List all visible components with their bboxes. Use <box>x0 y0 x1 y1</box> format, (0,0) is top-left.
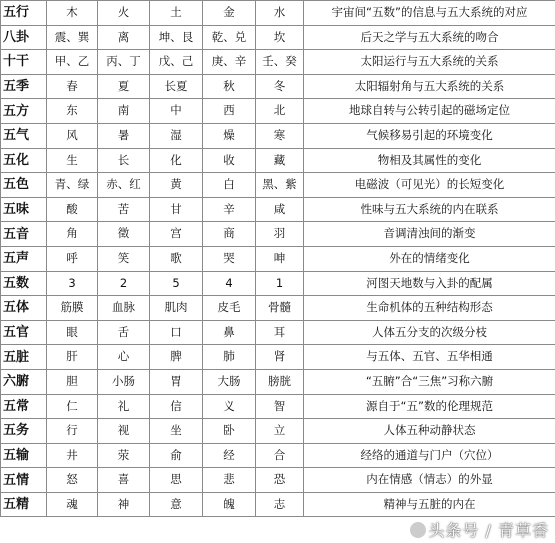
element-cell: 甲、乙 <box>47 50 98 75</box>
element-cell: 中 <box>150 99 203 124</box>
row-description: 电磁波（可见光）的长短变化 <box>304 173 555 198</box>
row-category: 五味 <box>1 197 47 222</box>
row-category: 八卦 <box>1 25 47 50</box>
element-cell: 木 <box>47 1 98 26</box>
element-cell: 皮毛 <box>203 296 256 321</box>
element-cell: 智 <box>256 394 304 419</box>
row-description: 人体五分支的次级分枝 <box>304 320 555 345</box>
element-cell: 魂 <box>47 492 98 517</box>
table-row <box>1 222 555 247</box>
row-description: 源自于“五”数的伦理规范 <box>304 394 555 419</box>
element-cell: 壬、癸 <box>256 50 304 75</box>
element-cell: 西 <box>203 99 256 124</box>
element-cell: 呼 <box>47 246 98 271</box>
element-cell: 小肠 <box>98 369 150 394</box>
element-cell: 礼 <box>98 394 150 419</box>
element-cell: 水 <box>256 1 304 26</box>
watermark-logo-icon <box>410 522 426 538</box>
element-cell: 胆 <box>47 369 98 394</box>
element-cell: 视 <box>98 419 150 444</box>
element-cell: 乾、兑 <box>203 25 256 50</box>
element-cell: 商 <box>203 222 256 247</box>
element-cell: 行 <box>47 419 98 444</box>
row-description: 河图天地数与入卦的配属 <box>304 271 555 296</box>
element-cell: 长 <box>98 148 150 173</box>
row-category: 五数 <box>1 271 47 296</box>
element-cell: 意 <box>150 492 203 517</box>
element-cell: 南 <box>98 99 150 124</box>
element-cell: 哭 <box>203 246 256 271</box>
row-description: “五腑”合“三焦”习称六腑 <box>304 369 555 394</box>
row-description: 物相及其属性的变化 <box>304 148 555 173</box>
element-cell: 徵 <box>98 222 150 247</box>
element-cell: 仁 <box>47 394 98 419</box>
table-row <box>1 443 555 468</box>
row-category: 五输 <box>1 443 47 468</box>
element-cell: 荥 <box>98 443 150 468</box>
element-cell: 5 <box>150 271 203 296</box>
table-row <box>1 197 555 222</box>
element-cell: 咸 <box>256 197 304 222</box>
element-cell: 庚、辛 <box>203 50 256 75</box>
element-cell: 寒 <box>256 123 304 148</box>
element-cell: 胃 <box>150 369 203 394</box>
element-cell: 歌 <box>150 246 203 271</box>
table-row <box>1 369 555 394</box>
element-cell: 悲 <box>203 468 256 493</box>
table-row <box>1 148 555 173</box>
table-row <box>1 296 555 321</box>
element-cell: 暑 <box>98 123 150 148</box>
element-cell: 4 <box>203 271 256 296</box>
element-cell: 心 <box>98 345 150 370</box>
element-cell: 卧 <box>203 419 256 444</box>
row-category: 五音 <box>1 222 47 247</box>
row-description: 与五体、五官、五华相通 <box>304 345 555 370</box>
table-row <box>1 1 555 26</box>
element-cell: 辛 <box>203 197 256 222</box>
element-cell: 土 <box>150 1 203 26</box>
element-cell: 合 <box>256 443 304 468</box>
element-cell: 井 <box>47 443 98 468</box>
element-cell: 化 <box>150 148 203 173</box>
row-description: 外在的情绪变化 <box>304 246 555 271</box>
row-description: 地球自转与公转引起的磁场定位 <box>304 99 555 124</box>
table-row <box>1 246 555 271</box>
element-cell: 1 <box>256 271 304 296</box>
element-cell: 恐 <box>256 468 304 493</box>
element-cell: 笑 <box>98 246 150 271</box>
element-cell: 膀胱 <box>256 369 304 394</box>
element-cell: 苦 <box>98 197 150 222</box>
table-row <box>1 50 555 75</box>
element-cell: 夏 <box>98 74 150 99</box>
element-cell: 肾 <box>256 345 304 370</box>
row-description: 宇宙间“五数”的信息与五大系统的对应 <box>304 1 555 26</box>
element-cell: 甘 <box>150 197 203 222</box>
element-cell: 酸 <box>47 197 98 222</box>
row-description: 人体五种动静状态 <box>304 419 555 444</box>
element-cell: 湿 <box>150 123 203 148</box>
table-row <box>1 394 555 419</box>
row-category: 五行 <box>1 1 47 26</box>
element-cell: 赤、红 <box>98 173 150 198</box>
element-cell: 火 <box>98 1 150 26</box>
element-cell: 3 <box>47 271 98 296</box>
row-category: 五务 <box>1 419 47 444</box>
row-category: 五体 <box>1 296 47 321</box>
element-cell: 燥 <box>203 123 256 148</box>
row-description: 太阳运行与五大系统的关系 <box>304 50 555 75</box>
row-category: 五官 <box>1 320 47 345</box>
element-cell: 白 <box>203 173 256 198</box>
element-cell: 秋 <box>203 74 256 99</box>
element-cell: 戊、己 <box>150 50 203 75</box>
element-cell: 羽 <box>256 222 304 247</box>
watermark <box>410 518 549 541</box>
element-cell: 角 <box>47 222 98 247</box>
row-description: 音调清浊间的渐变 <box>304 222 555 247</box>
watermark-text: 头条号 / 青草香 <box>428 521 549 540</box>
element-cell: 义 <box>203 394 256 419</box>
row-category: 五色 <box>1 173 47 198</box>
element-cell: 黄 <box>150 173 203 198</box>
element-cell: 肺 <box>203 345 256 370</box>
element-cell: 东 <box>47 99 98 124</box>
row-category: 五气 <box>1 123 47 148</box>
element-cell: 肝 <box>47 345 98 370</box>
element-cell: 呻 <box>256 246 304 271</box>
row-category: 五季 <box>1 74 47 99</box>
table-row <box>1 25 555 50</box>
element-cell: 风 <box>47 123 98 148</box>
row-description: 生命机体的五种结构形态 <box>304 296 555 321</box>
row-description: 经络的通道与门户（穴位） <box>304 443 555 468</box>
element-cell: 信 <box>150 394 203 419</box>
element-cell: 耳 <box>256 320 304 345</box>
element-cell: 口 <box>150 320 203 345</box>
row-category: 五脏 <box>1 345 47 370</box>
table-body <box>1 1 555 517</box>
row-category: 五常 <box>1 394 47 419</box>
element-cell: 俞 <box>150 443 203 468</box>
element-cell: 离 <box>98 25 150 50</box>
element-cell: 筋膜 <box>47 296 98 321</box>
element-cell: 震、巽 <box>47 25 98 50</box>
element-cell: 冬 <box>256 74 304 99</box>
element-cell: 脾 <box>150 345 203 370</box>
row-category: 五精 <box>1 492 47 517</box>
row-description: 内在情感（情志）的外显 <box>304 468 555 493</box>
element-cell: 骨髓 <box>256 296 304 321</box>
element-cell: 鼻 <box>203 320 256 345</box>
element-cell: 北 <box>256 99 304 124</box>
element-cell: 肌肉 <box>150 296 203 321</box>
element-cell: 经 <box>203 443 256 468</box>
table-row <box>1 74 555 99</box>
row-category: 五情 <box>1 468 47 493</box>
element-cell: 青、绿 <box>47 173 98 198</box>
element-cell: 黑、紫 <box>256 173 304 198</box>
row-description: 太阳辐射角与五大系统的关系 <box>304 74 555 99</box>
table-row <box>1 419 555 444</box>
row-category: 十干 <box>1 50 47 75</box>
element-cell: 立 <box>256 419 304 444</box>
element-cell: 舌 <box>98 320 150 345</box>
row-description: 气候移易引起的环境变化 <box>304 123 555 148</box>
table-row <box>1 99 555 124</box>
element-cell: 志 <box>256 492 304 517</box>
table-row <box>1 320 555 345</box>
element-cell: 长夏 <box>150 74 203 99</box>
table-row <box>1 345 555 370</box>
element-cell: 丙、丁 <box>98 50 150 75</box>
element-cell: 坤、艮 <box>150 25 203 50</box>
element-cell: 藏 <box>256 148 304 173</box>
row-description: 性味与五大系统的内在联系 <box>304 197 555 222</box>
element-cell: 坐 <box>150 419 203 444</box>
element-cell: 春 <box>47 74 98 99</box>
row-category: 五化 <box>1 148 47 173</box>
element-cell: 收 <box>203 148 256 173</box>
element-cell: 2 <box>98 271 150 296</box>
row-category: 六腑 <box>1 369 47 394</box>
element-cell: 眼 <box>47 320 98 345</box>
element-cell: 生 <box>47 148 98 173</box>
element-cell: 坎 <box>256 25 304 50</box>
table-row <box>1 271 555 296</box>
row-description: 精神与五脏的内在 <box>304 492 555 517</box>
row-category: 五方 <box>1 99 47 124</box>
table-row <box>1 123 555 148</box>
element-cell: 魄 <box>203 492 256 517</box>
row-category: 五声 <box>1 246 47 271</box>
element-cell: 思 <box>150 468 203 493</box>
element-cell: 怒 <box>47 468 98 493</box>
element-cell: 金 <box>203 1 256 26</box>
table-row <box>1 468 555 493</box>
row-description: 后天之学与五大系统的吻合 <box>304 25 555 50</box>
table-row <box>1 173 555 198</box>
table-row <box>1 492 555 517</box>
element-cell: 喜 <box>98 468 150 493</box>
element-cell: 宫 <box>150 222 203 247</box>
element-cell: 神 <box>98 492 150 517</box>
element-cell: 大肠 <box>203 369 256 394</box>
element-cell: 血脉 <box>98 296 150 321</box>
